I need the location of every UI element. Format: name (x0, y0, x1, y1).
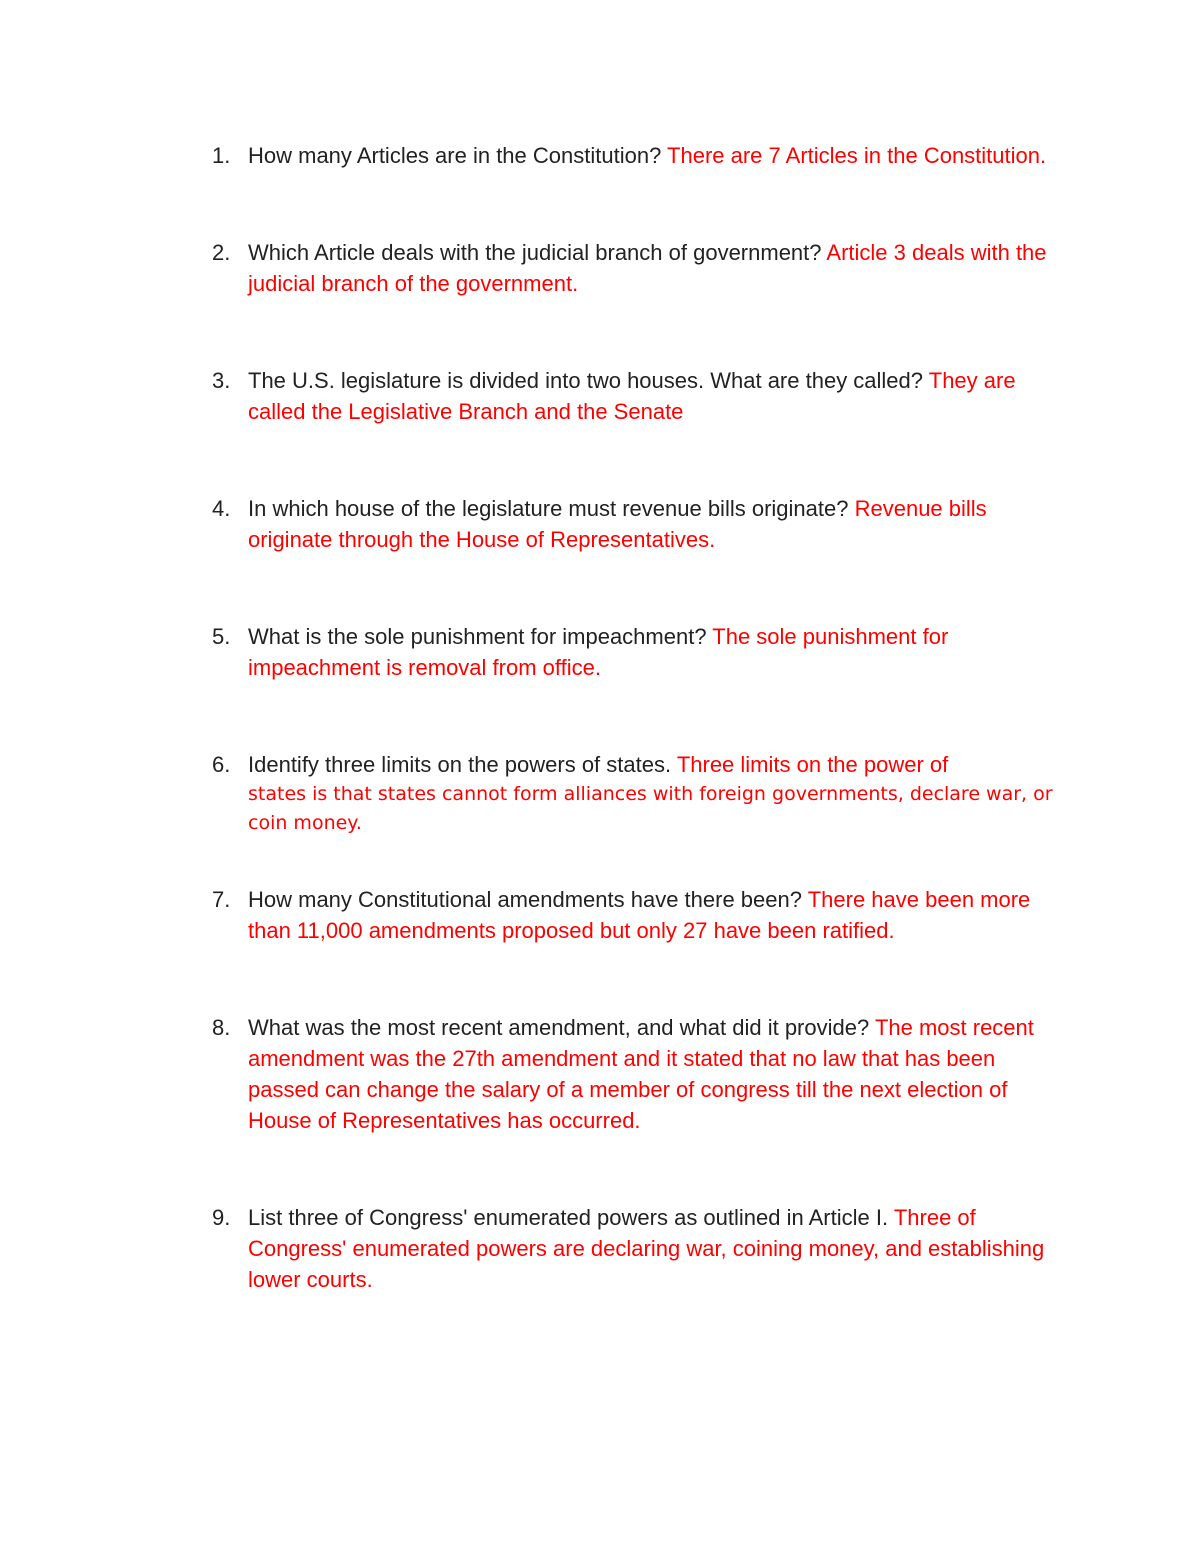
question-item-5 (200, 621, 1060, 683)
answer-text: They are called the Legislative Branch and the Senate (248, 368, 1016, 424)
question-number: 1. (212, 143, 231, 168)
answer-text: Three of Congress' enumerated powers are declaring war, coining money, and establishing lower courts. (248, 1205, 1045, 1292)
answer-text-continued: states is that states cannot form alliances with foreign governments, declare war, or coin money. (248, 783, 1053, 834)
question-text: How many Articles are in the Constitution? (248, 143, 662, 168)
question-item-2 (200, 237, 1060, 299)
question-number: 6. (212, 752, 231, 777)
question-item-9 (200, 1202, 1060, 1295)
question-text: How many Constitutional amendments have there been? (248, 887, 802, 912)
question-number: 8. (212, 1015, 231, 1040)
question-number: 3. (212, 368, 231, 393)
answer-text: There have been more than 11,000 amendments proposed but only 27 have been ratified. (248, 887, 1031, 943)
question-text: What was the most recent amendment, and what did it provide? (248, 1015, 870, 1040)
question-item-8 (200, 1012, 1060, 1136)
question-number: 7. (212, 887, 231, 912)
question-number: 2. (212, 240, 231, 265)
question-number: 9. (212, 1205, 231, 1230)
question-item-4 (200, 493, 1060, 555)
question-text: Which Article deals with the judicial branch of government? (248, 240, 822, 265)
answer-text: Three limits on the power of (676, 752, 949, 777)
answer-text: The most recent amendment was the 27th amendment and it stated that no law that has been passed can change the salary of a member of congress till the next election of House of Representatives has occurred. (248, 1015, 1034, 1133)
answer-text: Revenue bills originate through the House of Representatives. (248, 496, 987, 552)
question-item-3 (200, 365, 1060, 427)
question-item-7 (200, 884, 1060, 946)
question-text: Identify three limits on the powers of states. (248, 752, 672, 777)
question-text: In which house of the legislature must revenue bills originate? (248, 496, 849, 521)
answer-text: There are 7 Articles in the Constitution. (667, 143, 1047, 168)
question-list (200, 140, 1060, 1295)
answer-text: The sole punishment for impeachment is removal from office. (248, 624, 949, 680)
question-text: What is the sole punishment for impeachment? (248, 624, 707, 649)
question-text: List three of Congress' enumerated powers as outlined in Article I. (248, 1205, 889, 1230)
answer-text: Article 3 deals with the judicial branch of the government. (248, 240, 1047, 296)
question-item-6 (200, 749, 1060, 838)
question-item-1 (200, 140, 1060, 171)
question-text: The U.S. legislature is divided into two houses. What are they called? (248, 368, 924, 393)
question-number: 5. (212, 624, 231, 649)
question-number: 4. (212, 496, 231, 521)
